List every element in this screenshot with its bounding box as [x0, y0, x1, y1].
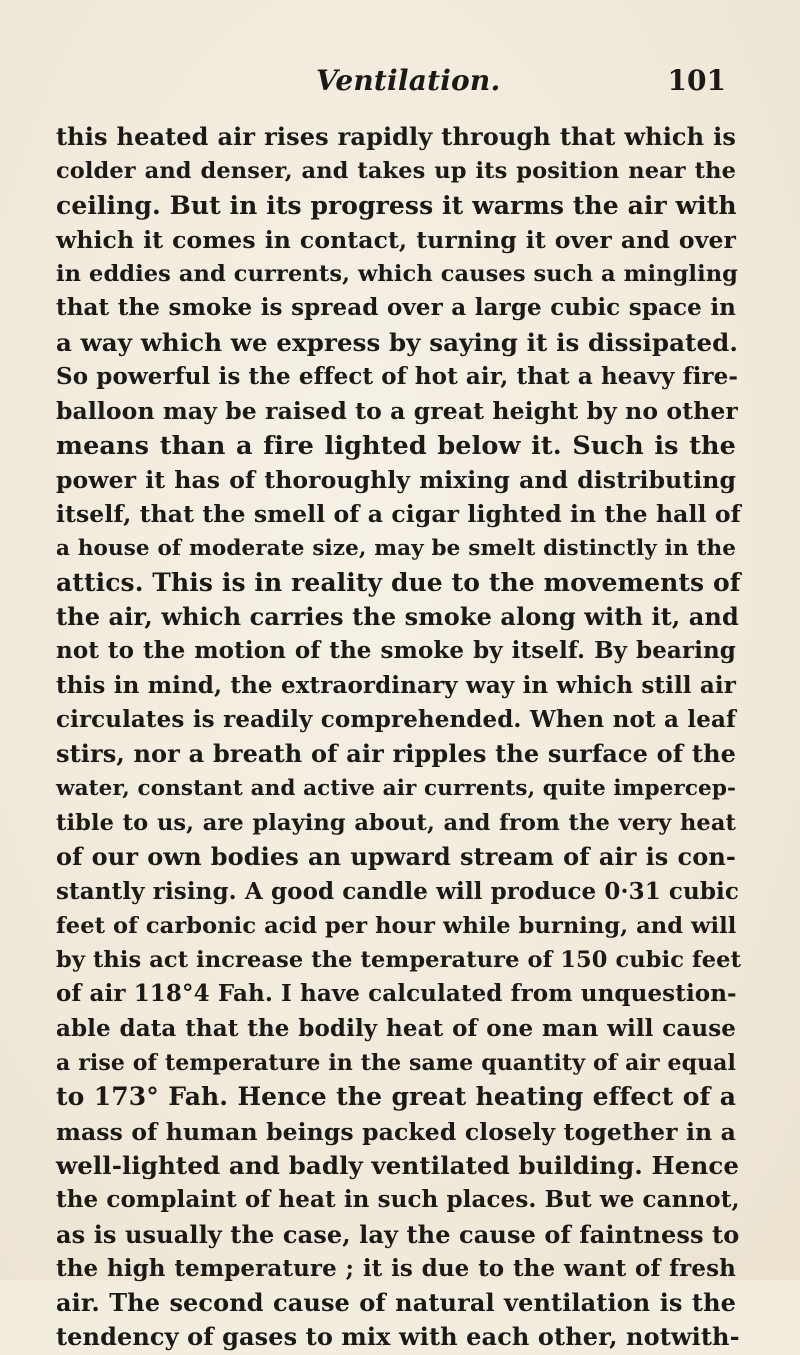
text-line: this heated air rises rapidly through that which is	[56, 122, 736, 151]
text-line: tible to us, are playing about, and from the very heat	[56, 809, 736, 836]
text-line: the air, which carries the smoke along with it, and	[56, 602, 739, 632]
text-line: attics. This is in reality due to the movements of	[56, 567, 741, 597]
text-line: able data that the bodily heat of one man will cause	[56, 1014, 736, 1042]
text-line: means than a fire lighted below it. Such is the	[56, 430, 736, 461]
body-text	[56, 120, 742, 1355]
text-line: water, constant and active air currents, quite impercep-	[56, 775, 736, 801]
text-line: circulates is readily comprehended. When not a leaf	[56, 706, 736, 734]
text-line: stirs, nor a breath of air ripples the surface of the	[56, 739, 736, 769]
text-line: which it comes in contact, turning it over and over	[56, 225, 736, 254]
text-line: to 173° Fah. Hence the great heating effect of a	[56, 1082, 736, 1112]
text-line: stantly rising. A good candle will produce 0·31 cubic	[56, 877, 739, 905]
text-line: itself, that the smell of a cigar lighted in the hall of	[56, 500, 741, 529]
text-line: tendency of gases to mix with each other, notwith-	[56, 1322, 740, 1352]
text-line: feet of carbonic acid per hour while burning, and will	[56, 912, 737, 939]
text-line: the complaint of heat in such places. But we cannot,	[56, 1186, 740, 1214]
text-line: power it has of thoroughly mixing and distributing	[56, 465, 736, 494]
text-line: a way which we express by saying it is dissipated.	[56, 327, 739, 357]
text-line: not to the motion of the smoke by itself. By bearing	[56, 637, 736, 665]
page-header	[316, 64, 726, 104]
running-title: Ventilation.	[316, 64, 501, 97]
text-line: by this act increase the temperature of 150 cubic feet	[56, 947, 742, 974]
text-line: this in mind, the extraordinary way in which still air	[56, 671, 736, 699]
text-line: mass of human beings packed closely together in a	[56, 1117, 736, 1146]
text-line: of our own bodies an upward stream of air is con-	[56, 842, 736, 872]
text-line: ceiling. But in its progress it warms the air with	[56, 190, 737, 220]
text-line: of air 118°4 Fah. I have calculated from unquestion-	[56, 980, 737, 1008]
text-line: balloon may be raised to a great height by no other	[56, 397, 738, 426]
text-line: So powerful is the effect of hot air, that a heavy fire-	[56, 363, 739, 391]
text-line: the high temperature ; it is due to the want of fresh	[56, 1254, 736, 1282]
text-line: as is usually the case, lay the cause of faintness to	[56, 1219, 740, 1249]
text-line: a rise of temperature in the same quantity of air equal	[56, 1050, 736, 1077]
page-number: 101	[667, 64, 726, 97]
text-line: colder and denser, and takes up its position near the	[56, 158, 736, 185]
text-line: air. The second cause of natural ventilation is the	[56, 1288, 736, 1318]
text-line: well-lighted and badly ventilated building. Hence	[56, 1150, 740, 1180]
text-line: in eddies and currents, which causes such a mingling	[56, 261, 739, 288]
text-line: that the smoke is spread over a large cubic space in	[56, 294, 736, 322]
text-line: a house of moderate size, may be smelt distinctly in the	[56, 535, 736, 561]
